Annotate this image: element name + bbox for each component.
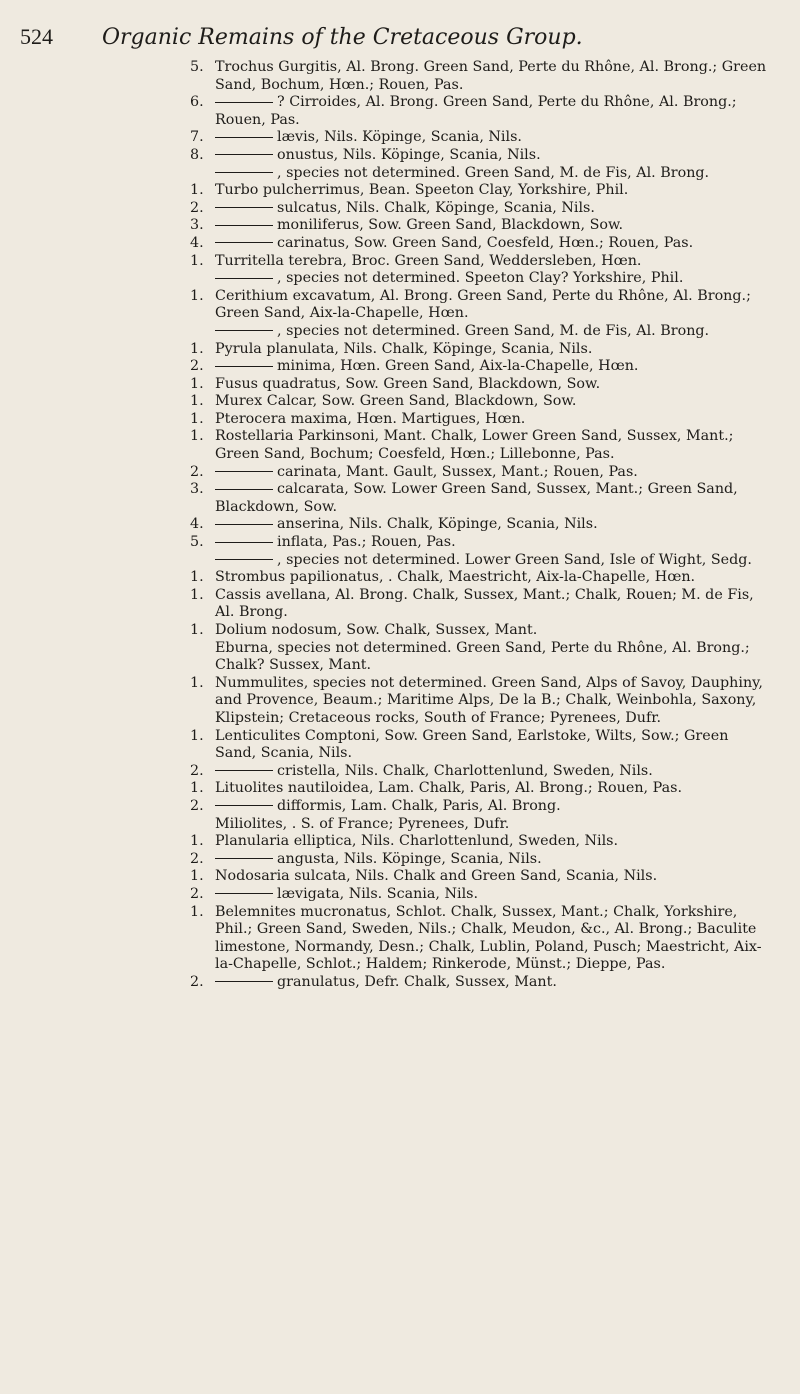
ditto-dash <box>215 893 273 894</box>
entry-text: Miliolites, . S. of France; Pyrenees, Dufr. <box>215 815 510 832</box>
list-item <box>20 481 774 516</box>
entry-number: 3. <box>190 217 204 234</box>
entry-number: 2. <box>190 973 204 990</box>
list-item <box>20 587 774 622</box>
entry-text: minima, Hœn. Green Sand, Aix-la-Chapelle, Hœn. <box>277 358 639 375</box>
entry-number: 1. <box>190 833 204 850</box>
entry-text: angusta, Nils. Köpinge, Scania, Nils. <box>277 850 542 867</box>
entry-text: Turbo pulcherrimus, Bean. Speeton Clay, Yorkshire, Phil. <box>215 182 629 199</box>
list-item <box>20 165 774 183</box>
ditto-dash <box>215 770 273 771</box>
entry-number: 1. <box>190 410 204 427</box>
ditto-dash <box>215 102 273 103</box>
entry-number: 1. <box>190 393 204 410</box>
list-item <box>20 904 774 974</box>
entry-number: 2. <box>190 199 204 216</box>
ditto-dash <box>215 471 273 472</box>
entry-number: 4. <box>190 234 204 251</box>
entry-text: Eburna, species not determined. Green Sand, Perte du Rhône, Al. Brong.; Chalk? Sussex, Mant. <box>215 639 750 674</box>
list-item <box>20 763 774 781</box>
entry-number: 2. <box>190 762 204 779</box>
list-item <box>20 288 774 323</box>
entry-number: 1. <box>190 903 204 920</box>
list-item <box>20 323 774 341</box>
entry-text: Pyrula planulata, Nils. Chalk, Köpinge, Scania, Nils. <box>215 340 593 357</box>
entry-number: 6. <box>190 94 204 111</box>
list-item <box>20 851 774 869</box>
entry-text: , species not determined. Green Sand, M. de Fis, Al. Brong. <box>277 164 710 181</box>
entry-number: 5. <box>190 534 204 551</box>
list-item <box>20 182 774 200</box>
ditto-dash <box>215 172 273 173</box>
ditto-dash <box>215 242 273 243</box>
entry-text: , species not determined. Speeton Clay? Yorkshire, Phil. <box>277 270 684 287</box>
entry-text: Cerithium excavatum, Al. Brong. Green Sand, Perte du Rhône, Al. Brong.; Green Sand, Aix-la-Chapelle, Hœn. <box>215 287 751 322</box>
entry-number: 1. <box>190 780 204 797</box>
entry-text: moniliferus, Sow. Green Sand, Blackdown, Sow. <box>277 217 624 234</box>
list-item <box>20 886 774 904</box>
entry-text: Lenticulites Comptoni, Sow. Green Sand, Earlstoke, Wilts, Sow.; Green Sand, Scania, Nils. <box>215 727 729 762</box>
entry-text: Trochus Gurgitis, Al. Brong. Green Sand, Perte du Rhône, Al. Brong.; Green Sand, Bochum, Hœn.; Rouen, Pas. <box>215 59 767 93</box>
ditto-dash <box>215 278 273 279</box>
entry-number: 4. <box>190 516 204 533</box>
entry-number: 2. <box>190 885 204 902</box>
entry-text: Dolium nodosum, Sow. Chalk, Sussex, Mant. <box>215 622 538 638</box>
list-item <box>20 622 774 640</box>
entry-text: carinata, Mant. Gault, Sussex, Mant.; Rouen, Pas. <box>277 463 638 480</box>
entry-text: Planularia elliptica, Nils. Charlottenlund, Sweden, Nils. <box>215 833 619 850</box>
entry-number: 1. <box>190 182 204 199</box>
list-item <box>20 217 774 235</box>
entry-text: , species not determined. Lower Green Sand, Isle of Wight, Sedg. <box>277 551 752 568</box>
entry-text: lævis, Nils. Köpinge, Scania, Nils. <box>277 129 522 146</box>
entry-number: 2. <box>190 358 204 375</box>
ditto-dash <box>215 330 273 331</box>
ditto-dash <box>215 805 273 806</box>
ditto-dash <box>215 154 273 155</box>
species-list <box>20 59 774 991</box>
list-item <box>20 129 774 147</box>
entry-text: , species not determined. Green Sand, M. de Fis, Al. Brong. <box>277 322 710 339</box>
entry-number: 8. <box>190 146 204 163</box>
ditto-dash <box>215 489 273 490</box>
ditto-dash <box>215 981 273 982</box>
list-item <box>20 393 774 411</box>
entry-text: Cassis avellana, Al. Brong. Chalk, Sussex, Mant.; Chalk, Rouen; M. de Fis, Al. Brong. <box>215 586 754 621</box>
entry-text: Turritella terebra, Broc. Green Sand, Weddersleben, Hœn. <box>215 252 642 269</box>
ditto-dash <box>215 137 273 138</box>
list-item <box>20 376 774 394</box>
entry-text: sulcatus, Nils. Chalk, Köpinge, Scania, Nils. <box>277 199 595 216</box>
entry-text: Murex Calcar, Sow. Green Sand, Blackdown, Sow. <box>215 393 577 410</box>
entry-number: 3. <box>190 481 204 498</box>
entry-text: Nummulites, species not determined. Green Sand, Alps of Savoy, Dauphiny, and Provence, Beaum.; Maritime Alps, De la B.; Chalk, Weinbohla, Saxony, Klipstein; Cretaceous rocks, South of France; Pyrenees, Dufr. <box>215 674 763 726</box>
list-item <box>20 94 774 129</box>
list-item <box>20 235 774 253</box>
ditto-dash <box>215 858 273 859</box>
entry-number: 1. <box>190 252 204 269</box>
entry-text: lævigata, Nils. Scania, Nils. <box>277 885 479 902</box>
entry-number: 7. <box>190 129 204 146</box>
list-item <box>20 270 774 288</box>
entry-number: 1. <box>190 428 204 445</box>
entry-number: 1. <box>190 622 204 638</box>
entry-text: granulatus, Defr. Chalk, Sussex, Mant. <box>277 973 557 990</box>
list-item <box>20 798 774 816</box>
entry-text: calcarata, Sow. Lower Green Sand, Sussex, Mant.; Green Sand, Blackdown, Sow. <box>215 481 738 515</box>
entry-number: 1. <box>190 674 204 691</box>
ditto-dash <box>215 559 273 560</box>
list-item <box>20 341 774 359</box>
entry-text: inflata, Pas.; Rouen, Pas. <box>277 534 456 551</box>
list-item <box>20 728 774 763</box>
ditto-dash <box>215 542 273 543</box>
ditto-dash <box>215 524 273 525</box>
entry-number: 5. <box>190 59 204 75</box>
list-item <box>20 358 774 376</box>
list-item <box>20 780 774 798</box>
list-item <box>20 534 774 552</box>
list-item <box>20 253 774 271</box>
page-header <box>20 22 774 53</box>
list-item <box>20 147 774 165</box>
ditto-dash <box>215 207 273 208</box>
entry-number: 1. <box>190 868 204 885</box>
list-item <box>20 516 774 534</box>
entry-number: 1. <box>190 569 204 586</box>
entry-number: 1. <box>190 287 204 304</box>
page-number: 524 <box>20 24 53 49</box>
entry-text: carinatus, Sow. Green Sand, Coesfeld, Hœn.; Rouen, Pas. <box>277 234 694 251</box>
entry-text: cristella, Nils. Chalk, Charlottenlund, Sweden, Nils. <box>277 762 653 779</box>
entry-number: 2. <box>190 850 204 867</box>
entry-text: ? Cirroides, Al. Brong. Green Sand, Perte du Rhône, Al. Brong.; Rouen, Pas. <box>215 94 737 128</box>
entry-text: Pterocera maxima, Hœn. Martigues, Hœn. <box>215 410 526 427</box>
list-item <box>20 464 774 482</box>
list-item <box>20 816 774 834</box>
list-item <box>20 552 774 570</box>
entry-text: Nodosaria sulcata, Nils. Chalk and Green Sand, Scania, Nils. <box>215 868 658 885</box>
entry-text: onustus, Nils. Köpinge, Scania, Nils. <box>277 146 541 163</box>
entry-text: difformis, Lam. Chalk, Paris, Al. Brong. <box>277 797 561 814</box>
ditto-dash <box>215 225 273 226</box>
entry-text: Strombus papilionatus, . Chalk, Maestricht, Aix-la-Chapelle, Hœn. <box>215 569 696 586</box>
entry-text: Rostellaria Parkinsoni, Mant. Chalk, Lower Green Sand, Sussex, Mant.; Green Sand, Bochum; Coesfeld, Hœn.; Lillebonne, Pas. <box>215 428 734 463</box>
entry-text: Belemnites mucronatus, Schlot. Chalk, Sussex, Mant.; Chalk, Yorkshire, Phil.; Green Sand, Sweden, Nils.; Chalk, Meudon, &c., Al. Brong.; Baculite limestone, Normandy, Desn.; Chalk, Lublin, Poland, Pusch; Maestricht, Aix-la-Chapelle, Schlot.; Haldem; Rinkerode, Münst.; Dieppe, Pas. <box>215 903 762 973</box>
list-item <box>20 675 774 728</box>
list-item <box>20 411 774 429</box>
entry-number: 1. <box>190 586 204 603</box>
entry-text: anserina, Nils. Chalk, Köpinge, Scania, Nils. <box>277 516 598 533</box>
ditto-dash <box>215 366 273 367</box>
entry-text: Fusus quadratus, Sow. Green Sand, Blackdown, Sow. <box>215 375 601 392</box>
list-item <box>20 569 774 587</box>
list-item <box>20 428 774 463</box>
list-item <box>20 200 774 218</box>
entry-number: 1. <box>190 375 204 392</box>
list-item <box>20 640 774 675</box>
entry-number: 2. <box>190 797 204 814</box>
list-item <box>20 833 774 851</box>
entry-number: 1. <box>190 340 204 357</box>
entry-number: 1. <box>190 727 204 744</box>
entry-number: 2. <box>190 463 204 480</box>
running-head: Organic Remains of the Cretaceous Group. <box>102 25 583 50</box>
entry-text: Lituolites nautiloidea, Lam. Chalk, Paris, Al. Brong.; Rouen, Pas. <box>215 780 683 797</box>
list-item <box>20 868 774 886</box>
list-item <box>20 59 774 94</box>
list-item <box>20 974 774 992</box>
